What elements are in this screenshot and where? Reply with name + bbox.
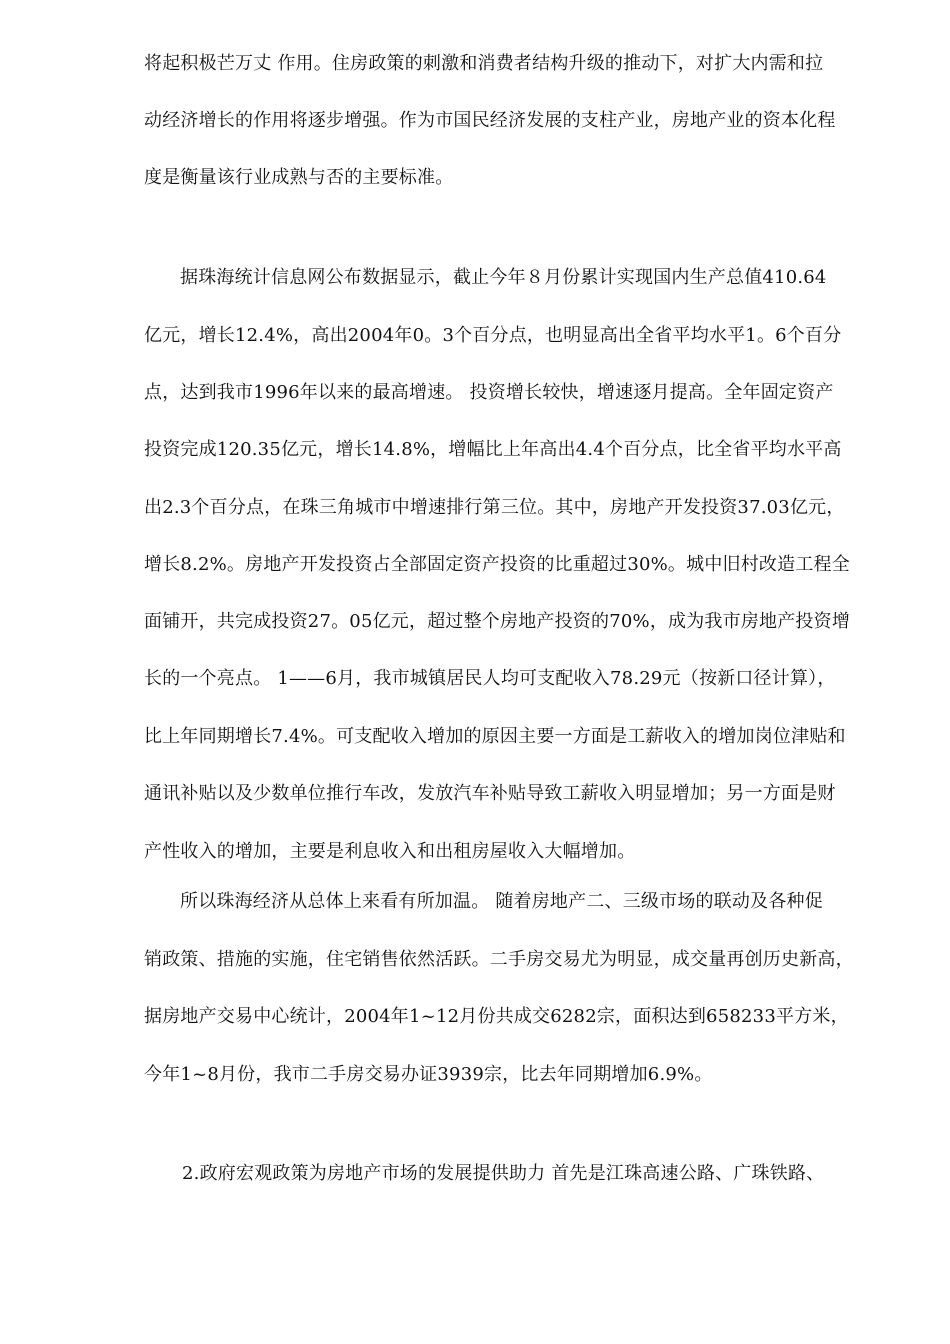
text-line: 将起积极芒万丈 作用。住房政策的刺激和消费者结构升级的推动下，对扩大内需和拉 [144,53,824,74]
text-line: 增长8.2%。房地产开发投资占全部固定资产投资的比重超过30%。城中旧村改造工程全 [144,554,850,575]
text-line: 产性收入的增加，主要是利息收入和出租房屋收入大幅增加。 [144,841,636,862]
text-line: 通讯补贴以及少数单位推行车改，发放汽车补贴导致工薪收入明显增加；另一方面是财 [144,783,836,804]
text-line: 亿元，增长12.4%，高出2004年0。3个百分点，也明显高出全省平均水平1。6个百分 [144,325,842,346]
text-line: 动经济增长的作用将逐步增强。作为市国民经济发展的支柱产业，房地产业的资本化程 [144,110,836,131]
text-line: 投资完成120.35亿元，增长14.8%，增幅比上年高出4.4个百分点，比全省平均水平高 [144,439,842,460]
text-line: 今年1~8月份，我市二手房交易办证3939宗，比去年同期增加6.9%。 [144,1064,713,1085]
text-line: 度是衡量该行业成熟与否的主要标准。 [144,167,454,188]
section-heading: 2.政府宏观政策为房地产市场的发展提供助力 首先是江珠高速公路、广珠铁路、 [182,1163,825,1184]
text-line: 长的一个亮点。 1——6月，我市城镇居民人均可支配收入78.29元（按新口径计算）， [144,668,836,689]
text-line: 点，达到我市1996年以来的最高增速。 投资增长较快，增速逐月提高。全年固定资产 [144,382,834,403]
text-line: 销政策、措施的实施，住宅销售依然活跃。二手房交易尤为明显，成交量再创历史新高， [144,949,854,970]
text-line: 据房地产交易中心统计，2004年1~12月份共成交6282宗，面积达到658233平方米， [144,1006,849,1027]
text-line: 所以珠海经济从总体上来看有所加温。 随着房地产二、三级市场的联动及各种促 [180,891,823,912]
text-line: 据珠海统计信息网公布数据显示，截止今年８月份累计实现国内生产总值410.64 [180,267,827,288]
text-line: 出2.3个百分点，在珠三角城市中增速排行第三位。其中，房地产开发投资37.03亿元， [144,497,845,518]
text-line: 比上年同期增长7.4%。可支配收入增加的原因主要一方面是工薪收入的增加岗位津贴和 [144,726,846,747]
text-line: 面铺开，共完成投资27。05亿元，超过整个房地产投资的70%，成为我市房地产投资增 [144,611,851,632]
